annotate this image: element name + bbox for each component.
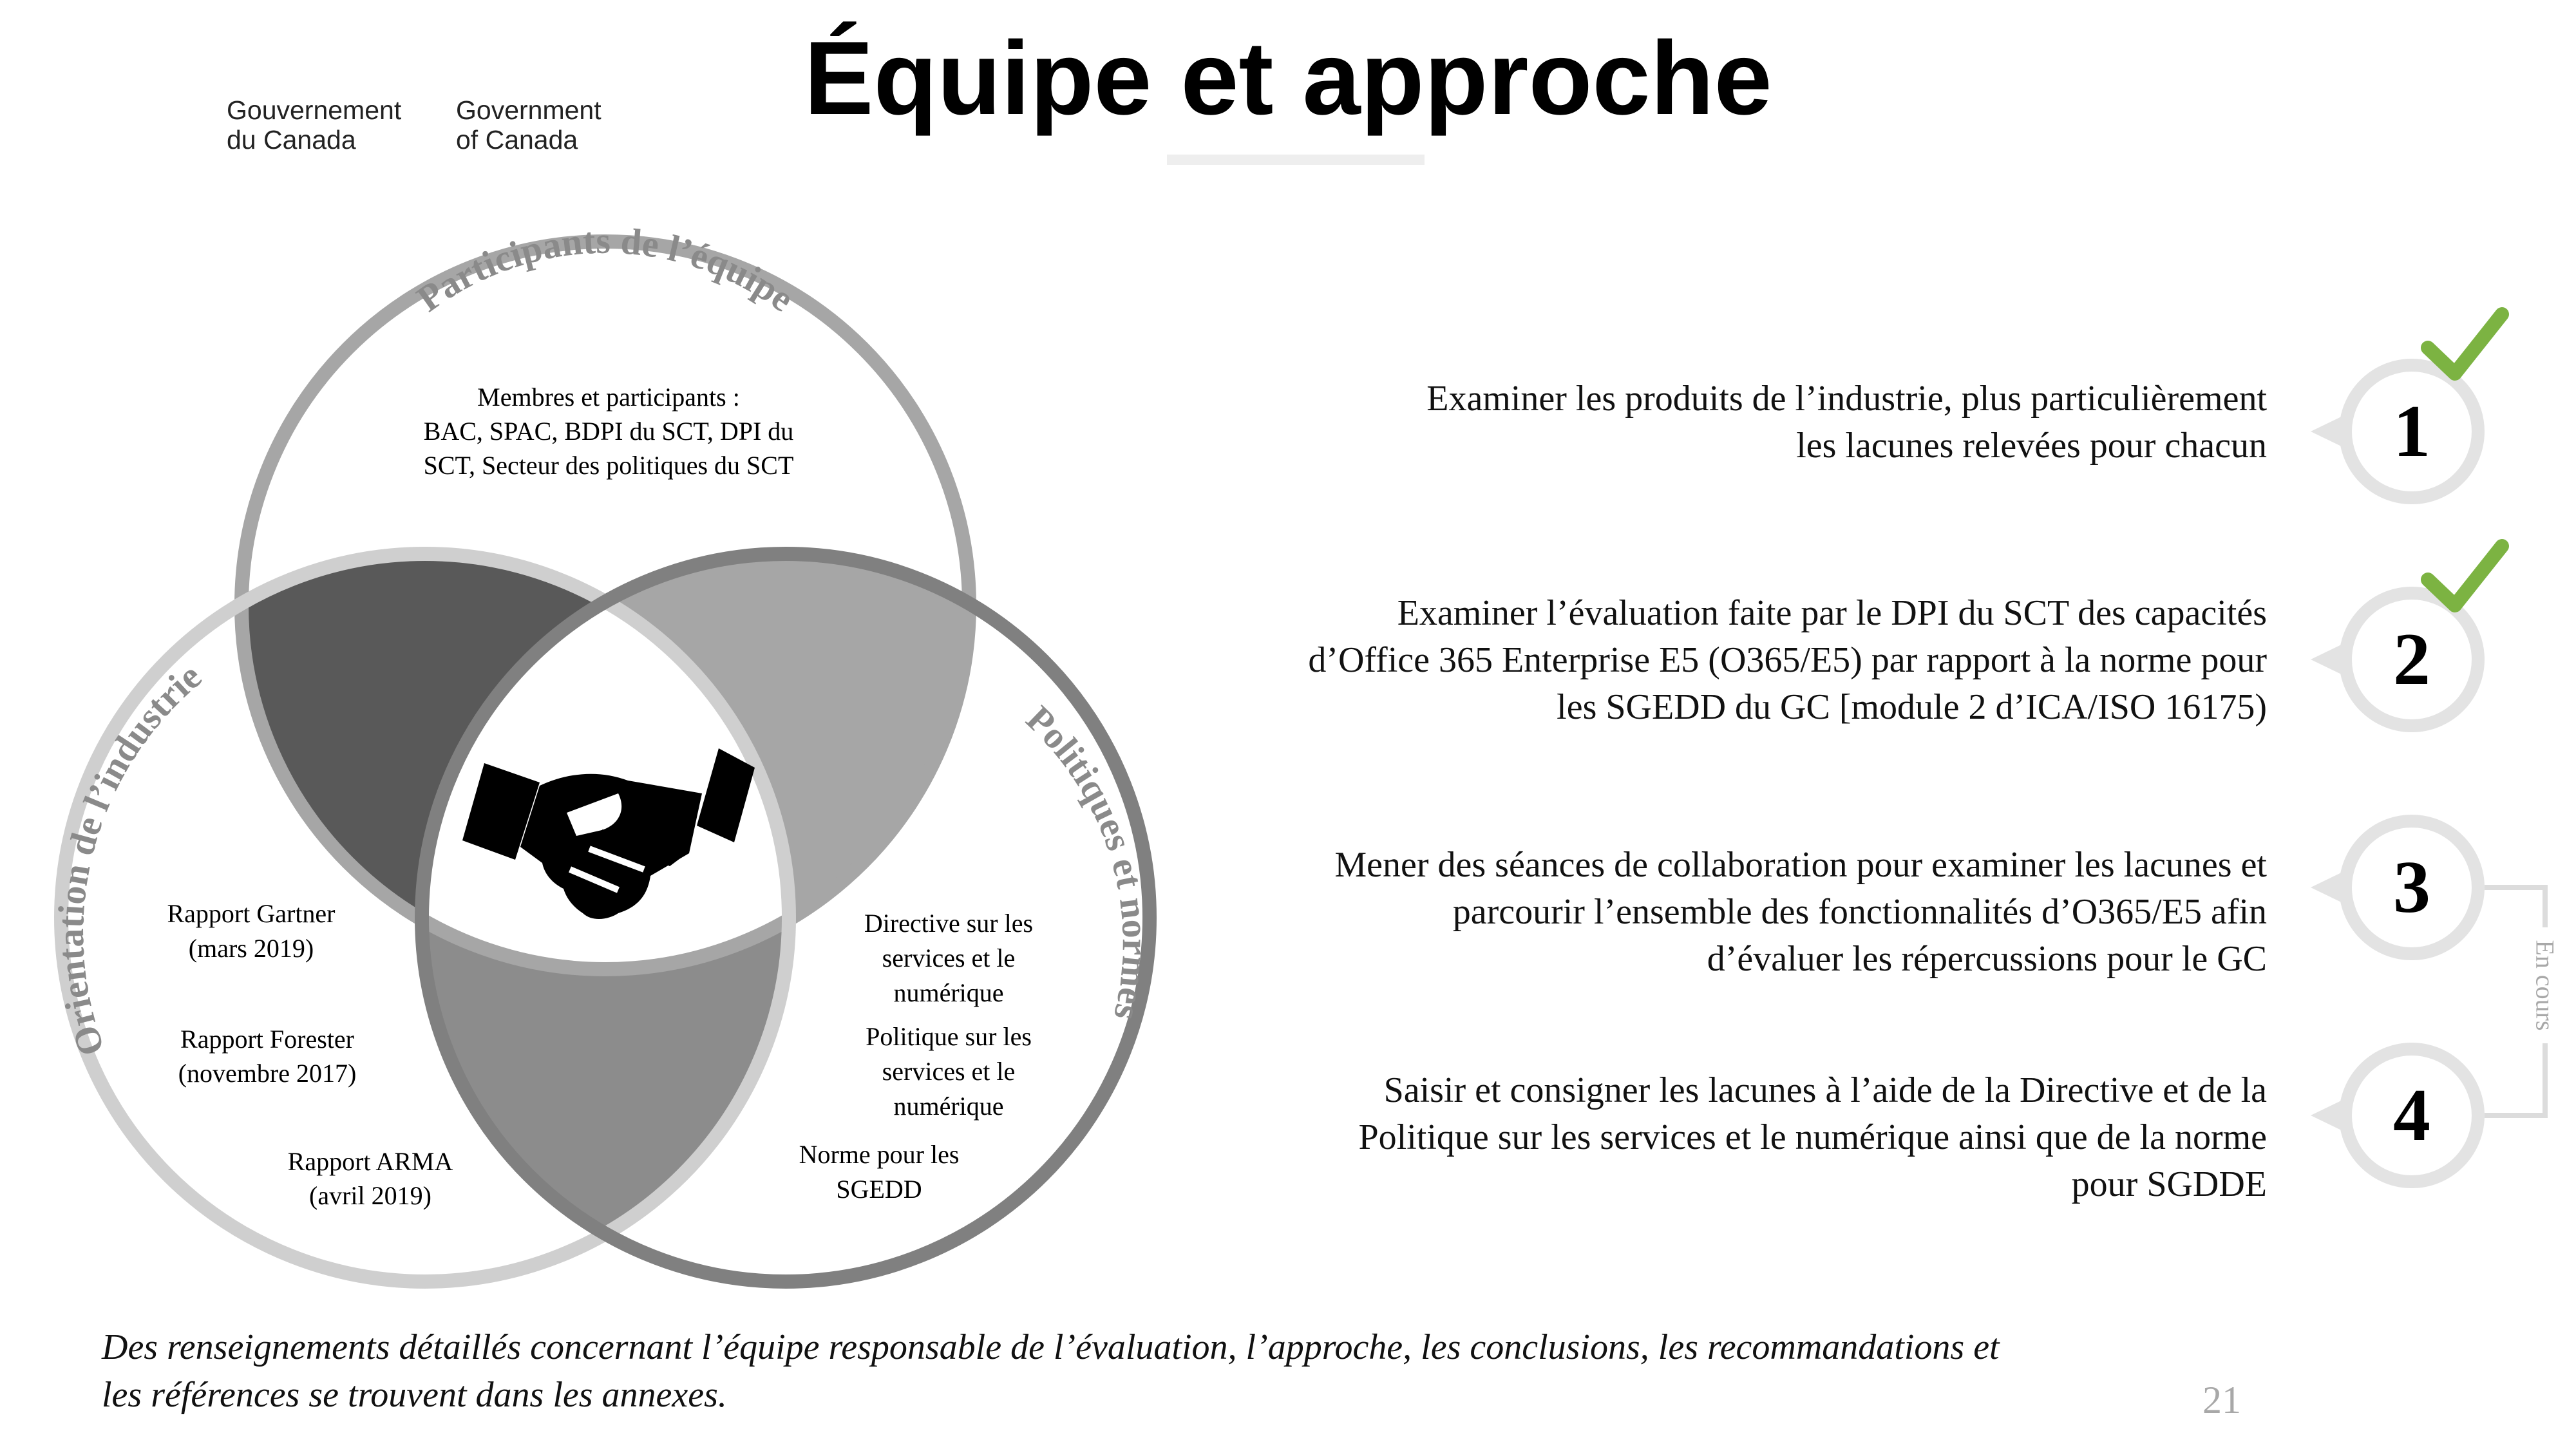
svg-text:SGEDD: SGEDD — [836, 1175, 922, 1204]
svg-text:Directive sur les: Directive sur les — [864, 909, 1034, 938]
title-policies-standards: Politiques et normes — [1018, 697, 1157, 1025]
title-team-participants: Participants de l’équipe — [409, 219, 802, 320]
report-forester-date: (novembre 2017) — [178, 1059, 357, 1088]
svg-text:numérique: numérique — [893, 1092, 1004, 1121]
step-1-marker — [2311, 314, 2502, 498]
step-4-description: Saisir et consigner les lacunes à l’aide de la Directive et de la Politique sur les services et le numérique ainsi que de la norme pour SGDDE — [1358, 1070, 2267, 1204]
step-1-number: 1 — [2393, 390, 2430, 473]
svg-text:Norme pour les: Norme pour les — [799, 1140, 960, 1169]
step-4-number: 4 — [2393, 1074, 2430, 1157]
step-4-marker — [2311, 1049, 2478, 1182]
svg-text:services et le: services et le — [882, 943, 1016, 972]
step-2-marker — [2311, 546, 2502, 726]
svg-text:Membres et participants :: Membres et participants : — [477, 383, 740, 412]
footer-note: Des renseignements détaillés concernant l’équipe responsable de l’évaluation, l’approche, les conclusions, les recommandations et les références se trouvent dans les annexes. — [102, 1327, 2000, 1415]
svg-text:Politique sur les: Politique sur les — [866, 1022, 1032, 1051]
title-industry-orientation: Orientation de l’industrie — [49, 654, 209, 1061]
step-2-number: 2 — [2393, 618, 2430, 701]
svg-text:SCT, Secteur des politiques du: SCT, Secteur des politiques du SCT — [423, 451, 794, 480]
report-gartner-date: (mars 2019) — [188, 934, 314, 963]
report-gartner: Rapport Gartner — [167, 899, 336, 928]
svg-text:services et le: services et le — [882, 1057, 1016, 1086]
svg-text:BAC, SPAC, BDPI du SCT, DPI du: BAC, SPAC, BDPI du SCT, DPI du — [423, 417, 794, 446]
government-logo-french: Gouvernement du Canada — [227, 95, 402, 155]
step-3-description: Mener des séances de collaboration pour examiner les lacunes et parcourir l’ensemble des fonctionnalités d’O365/E5 afin d’évaluer les répercussions pour le GC — [1334, 845, 2267, 979]
step-3-marker — [2311, 821, 2478, 954]
svg-text:numérique: numérique — [893, 978, 1004, 1007]
step-1-description: Examiner les produits de l’industrie, plus particulièrement les lacunes relevées pour chacun — [1426, 379, 2267, 466]
in-progress-label: En cours — [2530, 940, 2560, 1031]
government-logo-english: Government of Canada — [456, 95, 601, 155]
page-title: Équipe et approche — [804, 20, 1772, 137]
step-2-description: Examiner l’évaluation faite par le DPI du SCT des capacités d’Office 365 Enterprise E5 (O365/E5) par rapport à la norme pour les SGEDD du GC [module 2 d’ICA/ISO 16175) — [1308, 593, 2267, 727]
page-number: 21 — [2202, 1379, 2241, 1421]
in-progress-bracket — [2485, 887, 2560, 1115]
report-forester: Rapport Forester — [180, 1025, 354, 1054]
check-icon — [2428, 546, 2502, 605]
report-arma: Rapport ARMA — [287, 1147, 453, 1176]
report-arma-date: (avril 2019) — [309, 1181, 431, 1210]
step-3-number: 3 — [2393, 846, 2430, 929]
check-icon — [2428, 314, 2502, 374]
